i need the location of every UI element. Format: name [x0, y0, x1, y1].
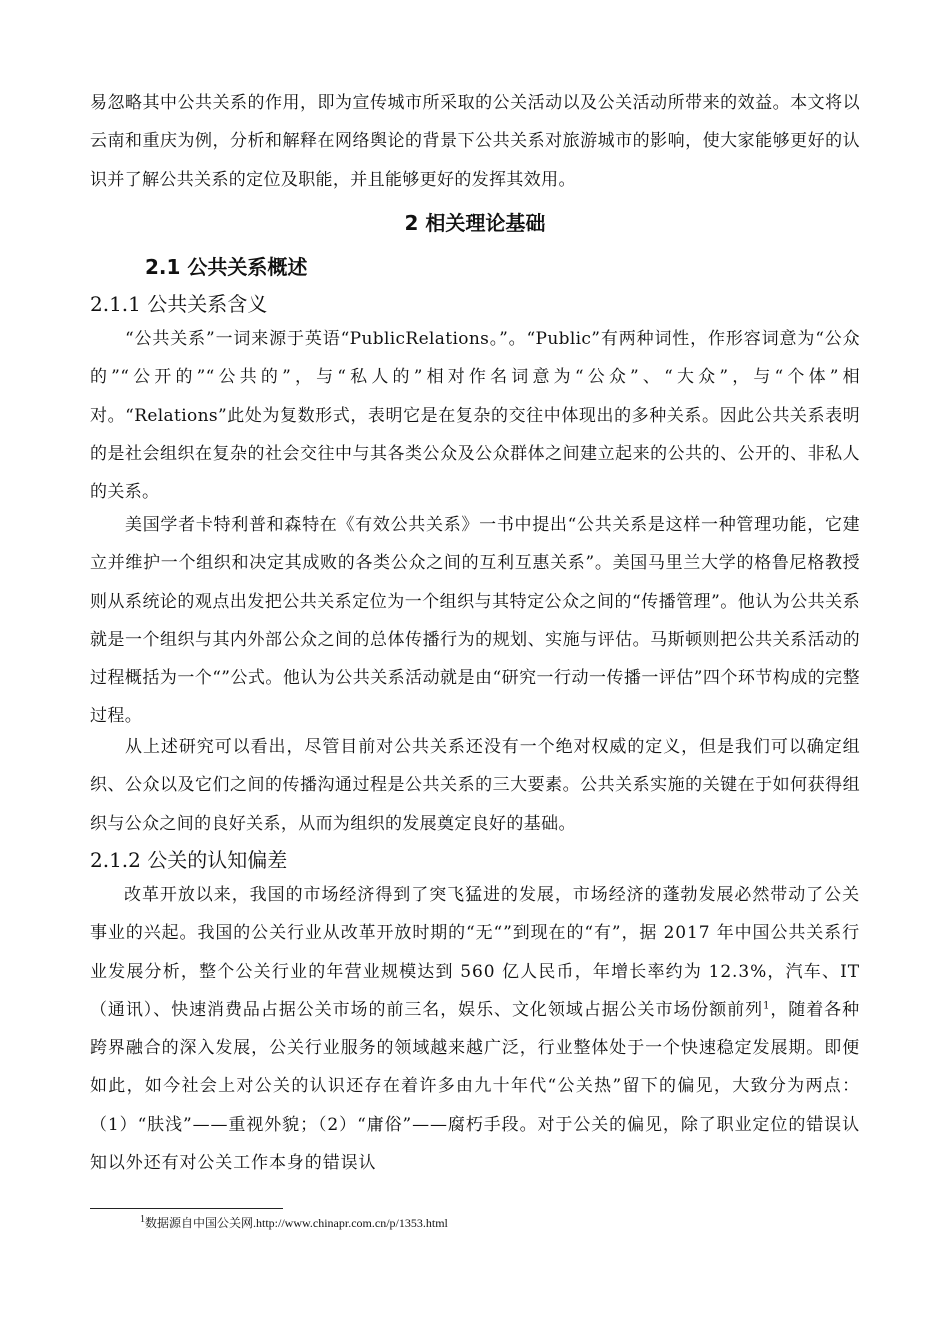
- footnote-divider: [90, 1208, 283, 1209]
- intro-paragraph-end: 易忽略其中公共关系的作用，即为宣传城市所采取的公关活动以及公关活动所带来的效益。本文将以云南和重庆为例，分析和解释在网络舆论的背景下公共关系对旅游城市的影响，使大家能够更好的认识并了解公共关系的定位及职能，并且能够更好的发挥其效用。: [90, 93, 860, 190]
- paragraph-scholars: 美国学者卡特利普和森特在《有效公共关系》一书中提出“公共关系是这样一种管理功能，它建立并维护一个组织和决定其成败的各类公众之间的互利互惠关系”。美国马里兰大学的格鲁尼格教授则从系统论的观点出发把公共关系定位为一个组织与其特定公众之间的“传播管理”。他认为公共关系就是一个组织与其内外部公众之间的总体传播行为的规划、实施与评估。马斯顿则把公共关系活动的过程概括为一个“”公式。他认为公共关系活动就是由“研究一行动一传播一评估”四个环节构成的完整过程。: [90, 515, 860, 727]
- subsection-heading-bias: 2.1.2 公关的认知偏差: [90, 848, 288, 872]
- paragraph-definition: “公共关系”一词来源于英语“PublicRelations。”。“Public”有两种词性，作形容词意为“公众的”“公开的”“公共的”，与“私人的”相对作名词意为“公众”、“大众”，与“个体”相对。“Relations”此处为复数形式，表明它是在复杂的交往中体现出的多种关系。因此公共关系表明的是社会组织在复杂的社会交往中与其各类公众及公众群体之间建立起来的公共的、公开的、非私人的关系。: [90, 329, 860, 503]
- footnote: [140, 1214, 448, 1231]
- paragraph-bias-part1: 改革开放以来，我国的市场经济得到了突飞猛进的发展，市场经济的蓬勃发展必然带动了公关事业的兴起。我国的公关行业从改革开放时期的“无“”到现在的“有”，据 2017 年中国公共关系行业发展分析，整个公关行业的年营业规模达到 560 亿人民币，年增长率约为 12.3%，汽车、IT（通讯）、快速消费品占据公关市场的前三名，娱乐、文化领域占据公关市场份额前列: [90, 885, 860, 1020]
- footnote-reference: 1: [763, 1000, 771, 1012]
- chapter-heading: 2 相关理论基础: [404, 211, 546, 235]
- paragraph-bias-part2: ，随着各种跨界融合的深入发展，公关行业服务的领域越来越广泛，行业整体处于一个快速稳定发展期。即便如此，如今社会上对公关的认识还存在着许多由九十年代“公关热”留下的偏见，大致分为两点：（1）“肤浅”——重视外貌；（2）“庸俗”——腐朽手段。对于公关的偏见，除了职业定位的错误认知以外还有对公关工作本身的错误认: [90, 999, 861, 1174]
- paragraph-bias: [90, 876, 860, 1182]
- section-heading: 2.1 公共关系概述: [145, 255, 308, 279]
- subsection-heading-definition: 2.1.1 公共关系含义: [90, 292, 268, 316]
- paragraph-summary: 从上述研究可以看出，尽管目前对公共关系还没有一个绝对权威的定义，但是我们可以确定组织、公众以及它们之间的传播沟通过程是公共关系的三大要素。公共关系实施的关键在于如何获得组织与公众之间的良好关系，从而为组织的发展奠定良好的基础。: [90, 737, 860, 834]
- footnote-text: 数据源自中国公关网.http://www.chinapr.com.cn/p/1353.html: [145, 1216, 448, 1230]
- footnote-number: 1: [140, 1214, 145, 1225]
